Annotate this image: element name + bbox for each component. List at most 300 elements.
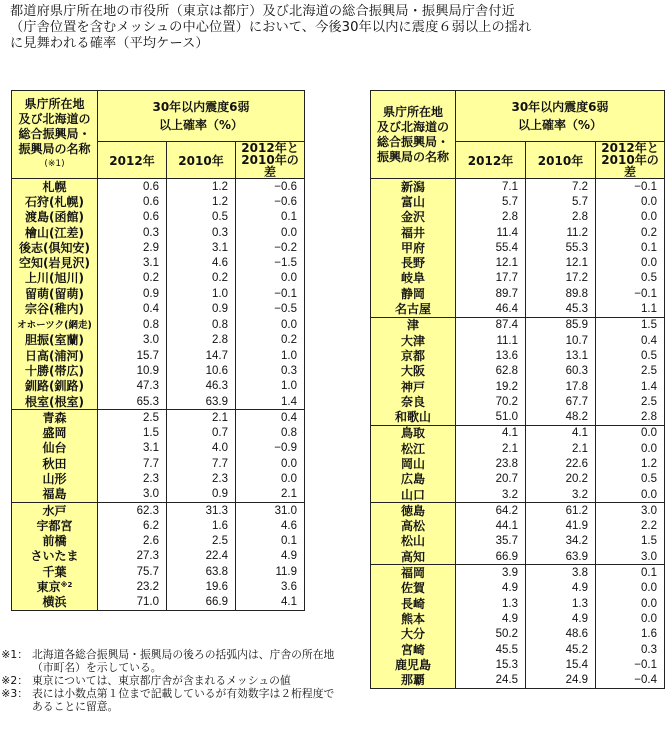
header-2010: 2010年 xyxy=(526,142,596,179)
header-2012: 2012年 xyxy=(98,142,167,179)
value-2010-cell: 1.6 xyxy=(167,518,236,533)
difference-cell: 0.5 xyxy=(596,472,665,487)
value-2010-cell: 66.9 xyxy=(167,595,236,611)
value-2012-cell: 70.2 xyxy=(456,394,526,409)
location-name-cell: 水戸 xyxy=(12,502,98,518)
value-2012-cell: 11.1 xyxy=(456,333,526,348)
header-2012: 2012年 xyxy=(456,142,526,179)
table-row xyxy=(371,348,665,363)
difference-cell: 0.0 xyxy=(596,441,665,456)
difference-cell: 1.2 xyxy=(596,456,665,471)
footnote-3: ※3： 表には小数点第１位まで記載しているが有効数字は２桁程度であることに留意。 xyxy=(1,687,335,713)
value-2012-cell: 0.6 xyxy=(98,179,167,195)
value-2012-cell: 3.2 xyxy=(456,487,526,503)
table-row xyxy=(371,503,665,519)
location-name-cell: 高松 xyxy=(371,519,456,534)
value-2012-cell: 2.9 xyxy=(98,240,167,255)
value-2010-cell: 0.9 xyxy=(167,487,236,503)
difference-cell: −0.1 xyxy=(596,286,665,301)
location-name-cell: 広島 xyxy=(371,472,456,487)
difference-cell: 0.1 xyxy=(596,240,665,255)
difference-cell: 0.0 xyxy=(236,225,305,240)
difference-cell: 0.0 xyxy=(596,581,665,596)
location-name-cell: 静岡 xyxy=(371,286,456,301)
location-name-cell: 那覇 xyxy=(371,673,456,689)
title-line-1: 都道府県庁所在地の市役所（東京は都庁）及び北海道の総合振興局・振興局庁舎付近 xyxy=(10,4,515,19)
table-row xyxy=(12,317,305,333)
table-row xyxy=(12,425,305,440)
value-2012-cell: 5.7 xyxy=(456,194,526,209)
difference-cell: −0.5 xyxy=(236,301,305,316)
value-2012-cell: 6.2 xyxy=(98,518,167,533)
location-name-cell: 神戸 xyxy=(371,379,456,394)
location-name-cell: 和歌山 xyxy=(371,409,456,425)
difference-cell: −0.9 xyxy=(236,441,305,456)
difference-cell: 0.0 xyxy=(236,271,305,286)
location-name-cell: さいたま xyxy=(12,549,98,564)
value-2012-cell: 64.2 xyxy=(456,503,526,519)
value-2012-cell: 19.2 xyxy=(456,379,526,394)
difference-cell: 2.5 xyxy=(596,394,665,409)
difference-cell: −0.1 xyxy=(236,286,305,301)
footnote-2: ※2： 東京については、東京都庁舎が含まれるメッシュの値 xyxy=(1,674,291,687)
value-2012-cell: 27.3 xyxy=(98,549,167,564)
footnote-1: ※1： 北海道各総合振興局・振興局の後ろの括弧内は、庁舎の所在地（市町名）を示している。 xyxy=(1,648,335,674)
header-location-name: 県庁所在地 及び北海道の 総合振興局・ 振興局の名称 (※1) xyxy=(12,91,98,179)
difference-cell: 0.0 xyxy=(596,611,665,626)
table-row xyxy=(12,394,305,410)
value-2010-cell: 31.3 xyxy=(167,502,236,518)
value-2012-cell: 44.1 xyxy=(456,519,526,534)
value-2010-cell: 5.7 xyxy=(526,194,596,209)
value-2012-cell: 47.3 xyxy=(98,379,167,394)
value-2010-cell: 20.2 xyxy=(526,472,596,487)
location-name-cell: 岐阜 xyxy=(371,271,456,286)
table-row xyxy=(12,333,305,348)
value-2012-cell: 20.7 xyxy=(456,472,526,487)
location-name-cell: 宗谷(稚内) xyxy=(12,301,98,316)
table-row xyxy=(371,286,665,301)
value-2010-cell: 0.2 xyxy=(167,271,236,286)
location-name-cell: 石狩(札幌) xyxy=(12,194,98,209)
value-2012-cell: 23.8 xyxy=(456,456,526,471)
location-name-cell: 宇都宮 xyxy=(12,518,98,533)
value-2012-cell: 11.4 xyxy=(456,225,526,240)
difference-cell: 4.6 xyxy=(236,518,305,533)
location-name-cell: 金沢 xyxy=(371,210,456,225)
value-2010-cell: 60.3 xyxy=(526,364,596,379)
probability-table-left xyxy=(11,90,305,611)
value-2012-cell: 62.8 xyxy=(456,364,526,379)
value-2012-cell: 10.9 xyxy=(98,363,167,378)
value-2010-cell: 2.8 xyxy=(167,333,236,348)
difference-cell: 0.4 xyxy=(236,410,305,426)
value-2010-cell: 11.2 xyxy=(526,225,596,240)
location-name-cell: 長崎 xyxy=(371,596,456,611)
difference-cell: 0.0 xyxy=(596,596,665,611)
value-2012-cell: 71.0 xyxy=(98,595,167,611)
difference-cell: 0.1 xyxy=(596,565,665,581)
table-row xyxy=(371,596,665,611)
value-2012-cell: 0.9 xyxy=(98,286,167,301)
difference-cell: −0.6 xyxy=(236,179,305,195)
value-2012-cell: 0.6 xyxy=(98,210,167,225)
location-name-cell: 札幌 xyxy=(12,179,98,195)
table-row xyxy=(12,179,305,195)
location-name-cell: 松山 xyxy=(371,534,456,549)
value-2010-cell: 45.3 xyxy=(526,301,596,317)
location-name-cell: 留萌(留萌) xyxy=(12,286,98,301)
difference-cell: 0.5 xyxy=(596,348,665,363)
header-difference: 2012年と 2010年の差 xyxy=(236,142,305,179)
value-2010-cell: 10.7 xyxy=(526,333,596,348)
value-2012-cell: 17.7 xyxy=(456,271,526,286)
location-name-cell: 奈良 xyxy=(371,394,456,409)
value-2010-cell: 1.2 xyxy=(167,194,236,209)
value-2010-cell: 19.6 xyxy=(167,579,236,594)
table-row xyxy=(12,471,305,486)
value-2010-cell: 3.1 xyxy=(167,240,236,255)
value-2010-cell: 2.1 xyxy=(526,441,596,456)
header-location-name: 県庁所在地 及び北海道の 総合振興局・ 振興局の名称 xyxy=(371,91,456,179)
value-2010-cell: 0.8 xyxy=(167,317,236,333)
value-2012-cell: 3.1 xyxy=(98,441,167,456)
location-name-cell: 釧路(釧路) xyxy=(12,379,98,394)
header-2010: 2010年 xyxy=(167,142,236,179)
title-line-2: （庁舎位置を含むメッシュの中心位置）において、今後30年以内に震度６弱以上の揺れ xyxy=(10,20,532,35)
location-name-cell: 宮崎 xyxy=(371,642,456,657)
location-name-cell: 大分 xyxy=(371,627,456,642)
value-2012-cell: 0.6 xyxy=(98,194,167,209)
location-name-cell: 津 xyxy=(371,317,456,333)
difference-cell: 1.4 xyxy=(596,379,665,394)
value-2010-cell: 15.4 xyxy=(526,657,596,672)
table-row xyxy=(371,441,665,456)
table-row xyxy=(12,348,305,363)
difference-cell: 1.1 xyxy=(596,301,665,317)
difference-cell: 0.1 xyxy=(236,210,305,225)
location-name-cell: 熊本 xyxy=(371,611,456,626)
table-row xyxy=(12,301,305,316)
location-name-cell: 日高(浦河) xyxy=(12,348,98,363)
location-name-cell: 後志(倶知安) xyxy=(12,240,98,255)
table-row xyxy=(12,502,305,518)
value-2010-cell: 1.2 xyxy=(167,179,236,195)
difference-cell: 0.3 xyxy=(236,363,305,378)
value-2010-cell: 22.4 xyxy=(167,549,236,564)
value-2010-cell: 63.9 xyxy=(526,549,596,565)
table-row xyxy=(12,441,305,456)
value-2012-cell: 0.4 xyxy=(98,301,167,316)
difference-cell: 2.2 xyxy=(596,519,665,534)
value-2010-cell: 4.1 xyxy=(526,425,596,441)
difference-cell: 2.1 xyxy=(236,487,305,503)
difference-cell: 0.0 xyxy=(236,471,305,486)
value-2010-cell: 17.8 xyxy=(526,379,596,394)
difference-cell: 3.0 xyxy=(596,503,665,519)
table-row xyxy=(371,379,665,394)
location-name-cell: 福井 xyxy=(371,225,456,240)
value-2010-cell: 55.3 xyxy=(526,240,596,255)
value-2012-cell: 4.9 xyxy=(456,581,526,596)
difference-cell: 0.2 xyxy=(596,225,665,240)
table-row xyxy=(371,565,665,581)
location-name-cell: 新潟 xyxy=(371,179,456,195)
value-2012-cell: 7.7 xyxy=(98,456,167,471)
difference-cell: 0.8 xyxy=(236,425,305,440)
location-name-cell: 仙台 xyxy=(12,441,98,456)
location-name-cell: 東京$^{※2}$ xyxy=(12,579,98,594)
value-2012-cell: 3.1 xyxy=(98,255,167,270)
difference-cell: 0.2 xyxy=(236,333,305,348)
value-2010-cell: 2.5 xyxy=(167,534,236,549)
value-2010-cell: 0.5 xyxy=(167,210,236,225)
difference-cell: 1.5 xyxy=(596,317,665,333)
value-2012-cell: 1.5 xyxy=(98,425,167,440)
location-name-cell: 横浜 xyxy=(12,595,98,611)
table-row xyxy=(371,364,665,379)
location-name-cell: 山形 xyxy=(12,471,98,486)
value-2010-cell: 63.8 xyxy=(167,564,236,579)
value-2012-cell: 3.9 xyxy=(456,565,526,581)
table-row xyxy=(12,210,305,225)
difference-cell: 3.0 xyxy=(596,549,665,565)
table-row xyxy=(12,410,305,426)
location-name-cell: 十勝(帯広) xyxy=(12,363,98,378)
location-name-cell: 京都 xyxy=(371,348,456,363)
value-2012-cell: 2.5 xyxy=(98,410,167,426)
table-row xyxy=(371,210,665,225)
value-2010-cell: 4.6 xyxy=(167,255,236,270)
value-2012-cell: 65.3 xyxy=(98,394,167,410)
table-row xyxy=(371,225,665,240)
location-name-cell: 佐賀 xyxy=(371,581,456,596)
table-row xyxy=(12,487,305,503)
value-2012-cell: 62.3 xyxy=(98,502,167,518)
table-row xyxy=(12,564,305,579)
table-row xyxy=(12,579,305,594)
difference-cell: 1.5 xyxy=(596,534,665,549)
location-name-cell: 渡島(函館) xyxy=(12,210,98,225)
location-name-cell: 名古屋 xyxy=(371,301,456,317)
value-2010-cell: 34.2 xyxy=(526,534,596,549)
location-name-cell: 青森 xyxy=(12,410,98,426)
table-row xyxy=(371,673,665,689)
value-2012-cell: 1.3 xyxy=(456,596,526,611)
difference-cell: 1.4 xyxy=(236,394,305,410)
value-2012-cell: 0.8 xyxy=(98,317,167,333)
table-row xyxy=(371,271,665,286)
value-2010-cell: 24.9 xyxy=(526,673,596,689)
value-2012-cell: 89.7 xyxy=(456,286,526,301)
value-2012-cell: 45.5 xyxy=(456,642,526,657)
value-2010-cell: 17.2 xyxy=(526,271,596,286)
difference-cell: 0.0 xyxy=(596,210,665,225)
table-row xyxy=(371,456,665,471)
difference-cell: 1.6 xyxy=(596,627,665,642)
value-2010-cell: 22.6 xyxy=(526,456,596,471)
value-2012-cell: 12.1 xyxy=(456,255,526,270)
value-2012-cell: 2.1 xyxy=(456,441,526,456)
location-name-cell: 盛岡 xyxy=(12,425,98,440)
value-2010-cell: 7.7 xyxy=(167,456,236,471)
value-2012-cell: 66.9 xyxy=(456,549,526,565)
difference-cell: 0.0 xyxy=(236,456,305,471)
difference-cell: −0.6 xyxy=(236,194,305,209)
value-2010-cell: 48.6 xyxy=(526,627,596,642)
table-row xyxy=(371,317,665,333)
difference-cell: 0.0 xyxy=(596,255,665,270)
table-row xyxy=(12,286,305,301)
value-2010-cell: 0.7 xyxy=(167,425,236,440)
difference-cell: 0.3 xyxy=(596,642,665,657)
value-2012-cell: 0.3 xyxy=(98,225,167,240)
difference-cell: 4.1 xyxy=(236,595,305,611)
table-row xyxy=(371,627,665,642)
header-probability-group: 30年以内震度6弱 以上確率（%） xyxy=(456,91,665,142)
table-row xyxy=(371,487,665,503)
table-row xyxy=(12,549,305,564)
table-row xyxy=(371,581,665,596)
table-row xyxy=(12,379,305,394)
value-2010-cell: 63.9 xyxy=(167,394,236,410)
value-2010-cell: 10.6 xyxy=(167,363,236,378)
value-2010-cell: 2.8 xyxy=(526,210,596,225)
table-row xyxy=(12,240,305,255)
value-2012-cell: 55.4 xyxy=(456,240,526,255)
value-2012-cell: 2.3 xyxy=(98,471,167,486)
table-row xyxy=(371,425,665,441)
difference-cell: 0.0 xyxy=(596,487,665,503)
difference-cell: 0.0 xyxy=(596,194,665,209)
value-2012-cell: 15.3 xyxy=(456,657,526,672)
table-row xyxy=(371,611,665,626)
difference-cell: −0.1 xyxy=(596,657,665,672)
value-2012-cell: 4.1 xyxy=(456,425,526,441)
value-2012-cell: 4.9 xyxy=(456,611,526,626)
location-name-cell: 大津 xyxy=(371,333,456,348)
value-2010-cell: 0.3 xyxy=(167,225,236,240)
table-row xyxy=(12,456,305,471)
probability-table-right xyxy=(370,90,665,689)
header-note-ref: (※1) xyxy=(44,159,65,169)
difference-cell: 0.1 xyxy=(236,534,305,549)
value-2012-cell: 7.1 xyxy=(456,179,526,195)
title-line-3: に見舞われる確率（平均ケース） xyxy=(10,36,209,51)
table-row xyxy=(371,194,665,209)
value-2010-cell: 4.9 xyxy=(526,581,596,596)
difference-cell: 2.8 xyxy=(596,409,665,425)
footnotes xyxy=(0,648,345,713)
location-name-cell: 鹿児島 xyxy=(371,657,456,672)
value-2012-cell: 46.4 xyxy=(456,301,526,317)
value-2010-cell: 0.9 xyxy=(167,301,236,316)
table-row xyxy=(371,409,665,425)
difference-cell: 0.0 xyxy=(596,425,665,441)
table-row xyxy=(12,518,305,533)
value-2012-cell: 15.7 xyxy=(98,348,167,363)
table-row xyxy=(371,472,665,487)
location-name-cell: オホーツク(網走) xyxy=(12,317,98,333)
value-2010-cell: 89.8 xyxy=(526,286,596,301)
value-2012-cell: 35.7 xyxy=(456,534,526,549)
location-name-cell: 上川(旭川) xyxy=(12,271,98,286)
table-row xyxy=(12,225,305,240)
table-row xyxy=(371,534,665,549)
value-2012-cell: 2.6 xyxy=(98,534,167,549)
difference-cell: 31.0 xyxy=(236,502,305,518)
difference-cell: −1.5 xyxy=(236,255,305,270)
table-row xyxy=(371,642,665,657)
header-probability-group: 30年以内震度6弱 以上確率（%） xyxy=(98,91,305,142)
difference-cell: −0.2 xyxy=(236,240,305,255)
location-name-cell: 松江 xyxy=(371,441,456,456)
value-2010-cell: 48.2 xyxy=(526,409,596,425)
value-2012-cell: 13.6 xyxy=(456,348,526,363)
location-name-cell: 檜山(江差) xyxy=(12,225,98,240)
value-2010-cell: 85.9 xyxy=(526,317,596,333)
value-2010-cell: 1.3 xyxy=(526,596,596,611)
difference-cell: 1.0 xyxy=(236,348,305,363)
value-2010-cell: 45.2 xyxy=(526,642,596,657)
table-row xyxy=(12,194,305,209)
table-row xyxy=(371,394,665,409)
location-name-cell: 富山 xyxy=(371,194,456,209)
value-2010-cell: 12.1 xyxy=(526,255,596,270)
document-title xyxy=(10,4,662,52)
difference-cell: 0.4 xyxy=(596,333,665,348)
location-name-cell: 岡山 xyxy=(371,456,456,471)
table-row xyxy=(12,255,305,270)
value-2012-cell: 0.2 xyxy=(98,271,167,286)
table-row xyxy=(12,595,305,611)
value-2010-cell: 3.2 xyxy=(526,487,596,503)
table-row xyxy=(371,179,665,195)
table-row xyxy=(371,255,665,270)
table-row xyxy=(371,519,665,534)
value-2012-cell: 3.0 xyxy=(98,487,167,503)
table-row xyxy=(12,534,305,549)
value-2010-cell: 41.9 xyxy=(526,519,596,534)
value-2010-cell: 61.2 xyxy=(526,503,596,519)
table-row xyxy=(12,271,305,286)
difference-cell: 3.6 xyxy=(236,579,305,594)
location-name-cell: 空知(岩見沢) xyxy=(12,255,98,270)
value-2012-cell: 75.7 xyxy=(98,564,167,579)
difference-cell: 0.5 xyxy=(596,271,665,286)
value-2010-cell: 67.7 xyxy=(526,394,596,409)
value-2012-cell: 23.2 xyxy=(98,579,167,594)
difference-cell: 11.9 xyxy=(236,564,305,579)
value-2010-cell: 2.1 xyxy=(167,410,236,426)
value-2012-cell: 3.0 xyxy=(98,333,167,348)
value-2012-cell: 24.5 xyxy=(456,673,526,689)
header-difference: 2012年と 2010年の差 xyxy=(596,142,665,179)
difference-cell: 2.5 xyxy=(596,364,665,379)
value-2010-cell: 2.3 xyxy=(167,471,236,486)
table-row xyxy=(371,333,665,348)
difference-cell: −0.1 xyxy=(596,179,665,195)
location-name-cell: 胆振(室蘭) xyxy=(12,333,98,348)
value-2010-cell: 4.9 xyxy=(526,611,596,626)
value-2010-cell: 13.1 xyxy=(526,348,596,363)
value-2010-cell: 7.2 xyxy=(526,179,596,195)
location-name-cell: 鳥取 xyxy=(371,425,456,441)
table-body-right xyxy=(371,179,665,689)
value-2010-cell: 46.3 xyxy=(167,379,236,394)
table-row xyxy=(371,657,665,672)
value-2010-cell: 3.8 xyxy=(526,565,596,581)
